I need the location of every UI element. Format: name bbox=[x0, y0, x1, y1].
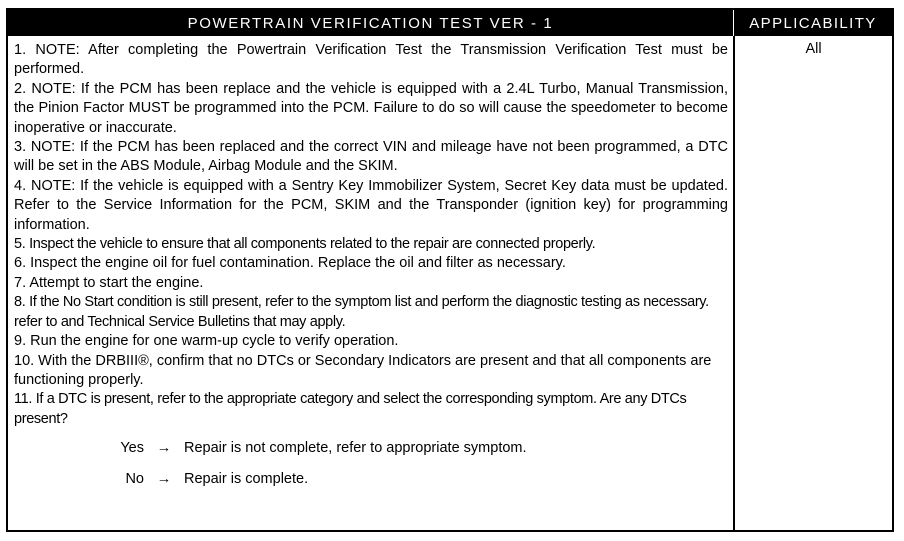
step-10: 10. With the DRBIII®, confirm that no DTCs or Secondary Indicators are present and that all components are functioning properly. bbox=[14, 352, 712, 388]
applicability-value: All bbox=[805, 41, 822, 57]
step-9: 9. Run the engine for one warm-up cycle to verify operation. bbox=[14, 333, 399, 350]
answer-no-label: No bbox=[125, 471, 144, 488]
step-6: 6. Inspect the engine oil for fuel contamination. Replace the oil and filter as necessary. bbox=[14, 255, 566, 272]
test-title: POWERTRAIN VERIFICATION TEST VER - 1 bbox=[187, 14, 554, 32]
step-7: 7. Attempt to start the engine. bbox=[14, 274, 204, 291]
step-11: 11. If a DTC is present, refer to the appropriate category and select the corresponding symptom. Are any DTCs present? bbox=[14, 391, 687, 427]
table-header bbox=[8, 10, 892, 36]
answer-yes-label: Yes bbox=[120, 440, 144, 457]
applicability-heading: APPLICABILITY bbox=[749, 14, 877, 32]
step-1: 1. NOTE: After completing the Powertrain Verification Test the Transmission Verification Test must be performed. bbox=[14, 42, 728, 78]
answer-options bbox=[14, 439, 728, 501]
answer-no bbox=[14, 470, 728, 501]
right-arrow-icon: → bbox=[156, 440, 172, 457]
column-divider bbox=[733, 36, 735, 530]
test-procedure-table bbox=[6, 8, 894, 532]
procedure-steps bbox=[14, 41, 728, 501]
step-8: 8. If the No Start condition is still present, refer to the symptom list and perform the diagnostic testing as necessary. refer to and Technical Service Bulletins that may apply. bbox=[14, 294, 709, 330]
answer-yes bbox=[14, 439, 728, 470]
right-arrow-icon: → bbox=[156, 471, 172, 488]
step-3: 3. NOTE: If the PCM has been replaced and the correct VIN and mileage have not been programmed, a DTC will be set in the ABS Module, Airbag Module and the SKIM. bbox=[14, 139, 728, 175]
step-5: 5. Inspect the vehicle to ensure that all components related to the repair are connected properly. bbox=[14, 236, 596, 253]
answer-no-text: Repair is complete. bbox=[184, 471, 309, 488]
step-2: 2. NOTE: If the PCM has been replace and the vehicle is equipped with a 2.4L Turbo, Manual Transmission, the Pinion Factor MUST be programmed into the PCM. Failure to do so will cause the speedometer to become inoperative or inaccurate. bbox=[14, 80, 728, 136]
step-4: 4. NOTE: If the vehicle is equipped with a Sentry Key Immobilizer System, Secret Key data must be updated. Refer to the Service Information for the PCM, SKIM and the Transponder (ignition key) for programming information. bbox=[14, 177, 728, 233]
answer-yes-text: Repair is not complete, refer to appropriate symptom. bbox=[184, 440, 527, 457]
